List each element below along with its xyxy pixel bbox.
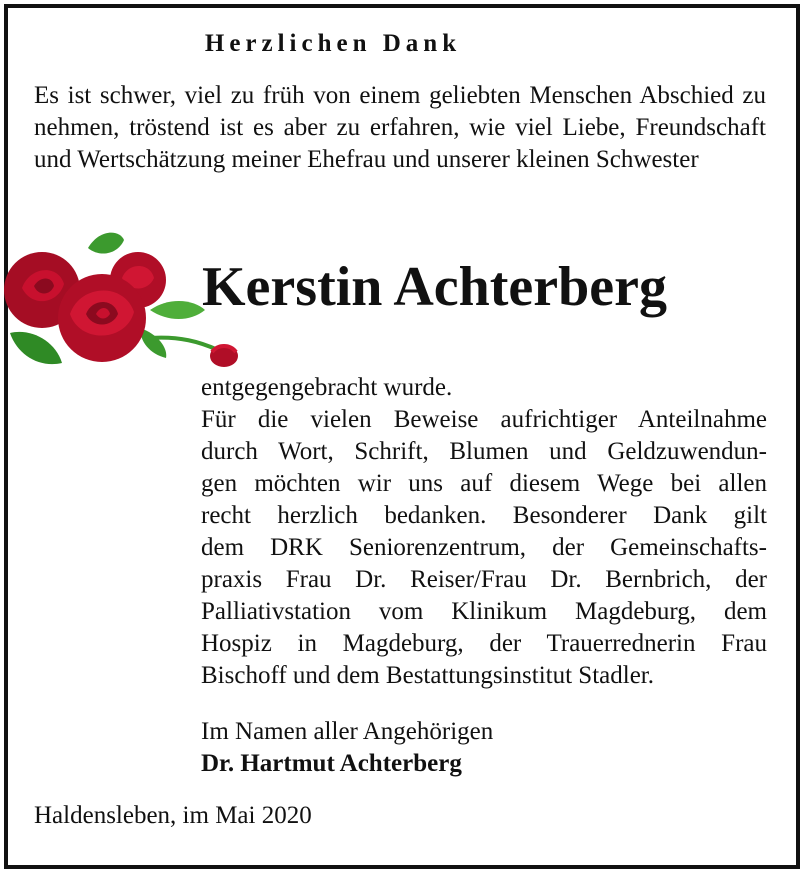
body-line: Für die vielen Beweise aufrichtiger Anteilnahme xyxy=(201,406,767,433)
body-line: Palliativstation vom Klinikum Magdeburg, dem xyxy=(201,598,767,625)
intro-paragraph: Es ist schwer, viel zu früh von einem geliebten Menschen Abschied zu nehmen, tröstend ist es aber zu erfahren, wie viel Liebe, Freundschaft und Wertschätzung meiner Ehefrau und unserer kleinen Schwester xyxy=(34,82,766,173)
body-line: dem DRK Seniorenzentrum, der Gemeinschafts- xyxy=(201,534,767,561)
body-line: Bischoff und dem Bestattungsinstitut Stadler. xyxy=(201,662,654,689)
place-date: Haldensleben, im Mai 2020 xyxy=(34,802,312,829)
body-line: entgegengebracht wurde. xyxy=(201,374,453,401)
body-line: gen möchten wir uns auf diesem Wege bei allen xyxy=(201,470,767,497)
signature-preface: Im Namen aller Angehörigen xyxy=(201,718,494,745)
body-line: Hospiz in Magdeburg, der Trauerrednerin Frau xyxy=(201,630,767,657)
deceased-name: Kerstin Achterberg xyxy=(202,256,667,318)
thanks-paragraph xyxy=(201,372,767,692)
body-line: durch Wort, Schrift, Blumen und Geldzuwendun- xyxy=(201,438,767,465)
signature-block xyxy=(201,716,493,780)
signer-name: Dr. Hartmut Achterberg xyxy=(201,750,462,777)
body-line: recht herzlich bedanken. Besonderer Dank gilt xyxy=(201,502,767,529)
body-line: praxis Frau Dr. Reiser/Frau Dr. Bernbrich, der xyxy=(201,566,767,593)
notice-heading: Herzlichen Dank xyxy=(204,30,462,57)
